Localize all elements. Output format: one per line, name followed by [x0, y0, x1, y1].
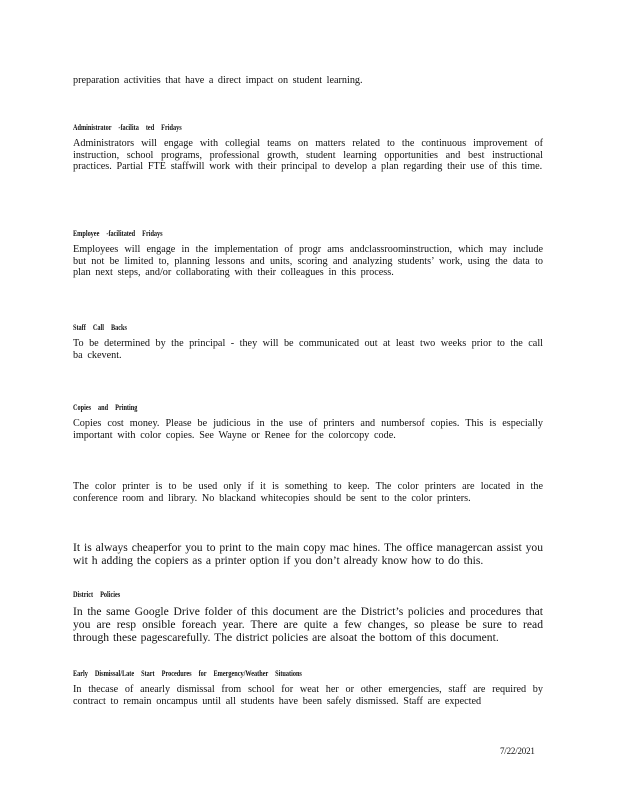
section-heading: Employee -facilitated Fridays [73, 229, 163, 238]
section-heading: Early Dismissal/Late Start Procedures for Emergency/Weather Situations [73, 669, 302, 678]
section-paragraph: In thecase of anearly dismissal from school for weat her or other emergencies, staff are required by contract to remain oncampus until all students have been safely dismissed. Staff are expected [73, 684, 543, 707]
section-paragraph: In the same Google Drive folder of this document are the District’s policies and procedures that you are resp onsible foreach year. There are quite a few changes, so please be sure to read through these pagescarefully. The district policies are alsoat the bottom of this document. [73, 605, 543, 644]
section-heading: District Policies [73, 590, 121, 599]
section-main-copiers [73, 541, 543, 595]
footer-date: 7/22/2021 [500, 746, 535, 756]
section-paragraph: To be determined by the principal - they will be communicated out at least two weeks prior to the call ba ckevent. [73, 338, 543, 361]
section-copies-printing [73, 403, 543, 469]
section-paragraph: Copies cost money. Please be judicious in the use of printers and numbersof copies. This is especially important with color copies. See Wayne or Renee for the colorcopy code. [73, 418, 543, 441]
section-staff-call-backs [73, 323, 543, 389]
section-heading: Copies and Printing [73, 403, 138, 412]
section-district-policies [73, 590, 543, 672]
section-paragraph: It is always cheaperfor you to print to the main copy mac hines. The office managercan assist you wit h adding the copiers as a printer option if you don’t already know how to do this. [73, 541, 543, 567]
section-paragraph: Administrators will engage with collegial teams on matters related to the continuous improvement of instruction, school programs, professional growth, student learning opportunities and best instructional practices. Partial FTE staffwill work with their principal to develop a plan regarding their use of this time. [73, 138, 543, 173]
section-heading: Administrator -facilita ted Fridays [73, 123, 182, 132]
intro-paragraph: preparation activities that have a direct impact on student learning. [73, 75, 363, 86]
section-paragraph: Employees will engage in the implementation of progr ams andclassroominstruction, which may include but not be limited to, planning lessons and units, scoring and analyzing students’ work, using the data to plan next steps, and/or collaborating with their colleagues in this process. [73, 244, 543, 279]
section-color-printer [73, 481, 543, 532]
section-paragraph: The color printer is to be used only if it is something to keep. The color printers are located in the conference room and library. No blackand whitecopies should be sent to the color printers. [73, 481, 543, 504]
section-admin-fridays [73, 123, 543, 201]
section-early-dismissal [73, 669, 543, 735]
section-heading: Staff Call Backs [73, 323, 127, 332]
section-employee-fridays [73, 229, 543, 307]
